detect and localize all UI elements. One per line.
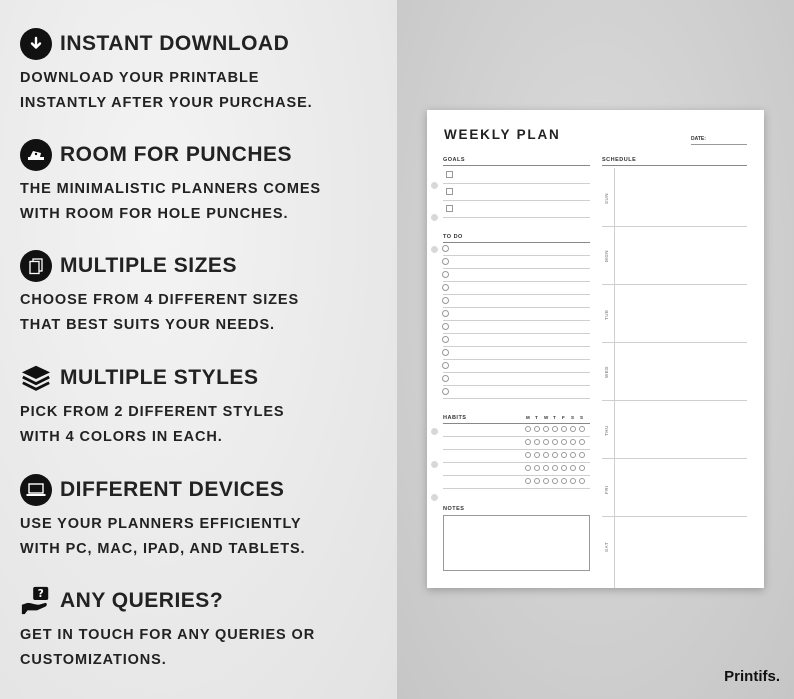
- habit-circle: [570, 478, 576, 484]
- goal-line: [443, 200, 590, 201]
- habit-circle: [570, 452, 576, 458]
- todo-line: [443, 359, 590, 360]
- feature-description-line: THE MINIMALISTIC PLANNERS COMES: [20, 181, 321, 197]
- date-field: DATE:: [691, 136, 747, 145]
- punch-hole: [431, 428, 438, 435]
- habit-circle: [561, 452, 567, 458]
- todo-circle: [442, 336, 449, 343]
- feature-description-line: THAT BEST SUITS YOUR NEEDS.: [20, 317, 275, 333]
- schedule-divider: [614, 168, 615, 588]
- todo-line: [443, 294, 590, 295]
- laptop-icon: [20, 474, 52, 506]
- habit-day-header: T: [553, 415, 556, 420]
- todo-circle: [442, 284, 449, 291]
- habit-circle: [534, 465, 540, 471]
- punch-hole: [431, 214, 438, 221]
- schedule-day-label: MON: [604, 250, 609, 262]
- habit-circle: [579, 478, 585, 484]
- todo-line: [443, 255, 590, 256]
- feature-description: [20, 623, 315, 673]
- habit-circle: [561, 465, 567, 471]
- habit-circle: [552, 439, 558, 445]
- punch-hole: [431, 461, 438, 468]
- habit-circle: [579, 439, 585, 445]
- habit-circle: [525, 465, 531, 471]
- feature-description-line: CHOOSE FROM 4 DIFFERENT SIZES: [20, 292, 300, 308]
- notes-box: [443, 515, 590, 571]
- todo-circle: [442, 375, 449, 382]
- weekly-planner-page: [427, 110, 764, 588]
- todo-circle: [442, 271, 449, 278]
- schedule-day-line: [602, 284, 747, 285]
- schedule-day-label: WED: [604, 366, 609, 378]
- habit-line: [443, 436, 590, 437]
- todo-line: [443, 268, 590, 269]
- habit-line: [443, 462, 590, 463]
- habit-circle: [543, 452, 549, 458]
- habit-circle: [534, 439, 540, 445]
- todo-circle: [442, 349, 449, 356]
- habit-day-header: W: [544, 415, 549, 420]
- feature-multiple-sizes: [20, 250, 299, 338]
- feature-description-line: PICK FROM 2 DIFFERENT STYLES: [20, 404, 285, 420]
- goal-checkbox: [446, 188, 453, 195]
- schedule-day-label: TUE: [604, 309, 609, 320]
- feature-description: [20, 288, 299, 338]
- feature-description-line: INSTANTLY AFTER YOUR PURCHASE.: [20, 95, 313, 111]
- habit-circle: [552, 465, 558, 471]
- feature-description-line: WITH PC, MAC, IPAD, AND TABLETS.: [20, 541, 306, 557]
- pages-icon: [20, 250, 52, 282]
- todo-line: [443, 281, 590, 282]
- feature-description: [20, 512, 306, 562]
- todo-circle: [442, 388, 449, 395]
- todo-line: [443, 385, 590, 386]
- punch-hole: [431, 246, 438, 253]
- todo-label: TO DO: [443, 234, 590, 243]
- goal-checkbox: [446, 171, 453, 178]
- habit-circle: [543, 439, 549, 445]
- schedule-day-line: [602, 458, 747, 459]
- feature-multiple-styles: [20, 362, 284, 450]
- todo-line: [443, 307, 590, 308]
- habit-circle: [525, 426, 531, 432]
- schedule-day-line: [602, 400, 747, 401]
- feature-title: INSTANT DOWNLOAD: [60, 32, 290, 55]
- habit-circle: [534, 426, 540, 432]
- habit-circle: [525, 478, 531, 484]
- feature-description-line: WITH ROOM FOR HOLE PUNCHES.: [20, 206, 289, 222]
- habit-circle: [534, 452, 540, 458]
- habit-circle: [561, 478, 567, 484]
- habit-circle: [579, 426, 585, 432]
- habit-day-header: M: [526, 415, 530, 420]
- schedule-day-line: [602, 516, 747, 517]
- schedule-day-label: SUN: [604, 192, 609, 204]
- hole-punch-icon: [20, 139, 52, 171]
- todo-line: [443, 398, 590, 399]
- feature-any-queries: [20, 585, 315, 673]
- layers-icon: [20, 362, 52, 394]
- feature-description: [20, 177, 321, 227]
- schedule-day-label: FRI: [604, 485, 609, 494]
- habit-circle: [552, 478, 558, 484]
- feature-description-line: WITH 4 COLORS IN EACH.: [20, 429, 223, 445]
- schedule-day-line: [602, 342, 747, 343]
- feature-different-devices: [20, 474, 306, 562]
- habit-circle: [561, 439, 567, 445]
- todo-line: [443, 346, 590, 347]
- habit-line: [443, 449, 590, 450]
- planner-title: WEEKLY PLAN: [444, 127, 561, 142]
- schedule-day-label: THU: [604, 425, 609, 436]
- habit-circle: [552, 426, 558, 432]
- feature-title: MULTIPLE SIZES: [60, 254, 237, 277]
- goal-checkbox: [446, 205, 453, 212]
- punch-hole: [431, 494, 438, 501]
- habit-day-header: S: [571, 415, 575, 420]
- habit-circle: [552, 452, 558, 458]
- feature-description-line: USE YOUR PLANNERS EFFICIENTLY: [20, 516, 302, 532]
- habit-circle: [543, 426, 549, 432]
- todo-circle: [442, 297, 449, 304]
- brand-logo: Printifs.: [724, 668, 780, 685]
- feature-description: [20, 400, 284, 450]
- habit-circle: [570, 465, 576, 471]
- habit-circle: [525, 452, 531, 458]
- goal-line: [443, 183, 590, 184]
- habit-line: [443, 488, 590, 489]
- goals-label: GOALS: [443, 157, 590, 166]
- habit-circle: [570, 426, 576, 432]
- todo-circle: [442, 310, 449, 317]
- feature-title: ANY QUERIES?: [60, 589, 224, 612]
- feature-description: [20, 66, 313, 116]
- habit-day-header: F: [562, 415, 565, 420]
- todo-circle: [442, 323, 449, 330]
- habit-day-header: T: [535, 415, 538, 420]
- schedule-day-line: [602, 226, 747, 227]
- habit-circle: [579, 452, 585, 458]
- habit-circle: [561, 426, 567, 432]
- habit-circle: [534, 478, 540, 484]
- habit-day-header: S: [580, 415, 584, 420]
- habit-circle: [570, 439, 576, 445]
- feature-title: ROOM FOR PUNCHES: [60, 143, 293, 166]
- habit-circle: [525, 439, 531, 445]
- todo-line: [443, 372, 590, 373]
- todo-circle: [442, 245, 449, 252]
- habit-line: [443, 475, 590, 476]
- todo-circle: [442, 258, 449, 265]
- feature-instant-download: [20, 28, 313, 116]
- svg-text:?: ?: [37, 588, 44, 601]
- feature-description-line: CUSTOMIZATIONS.: [20, 652, 167, 668]
- goal-line: [443, 217, 590, 218]
- todo-line: [443, 333, 590, 334]
- feature-description-line: DOWNLOAD YOUR PRINTABLE: [20, 70, 260, 86]
- schedule-label: SCHEDULE: [602, 157, 747, 166]
- feature-description-line: GET IN TOUCH FOR ANY QUERIES OR: [20, 627, 316, 643]
- todo-line: [443, 320, 590, 321]
- habit-circle: [543, 478, 549, 484]
- habit-circle: [543, 465, 549, 471]
- habits-label: HABITS: [443, 415, 590, 424]
- feature-title: DIFFERENT DEVICES: [60, 478, 285, 501]
- notes-label: NOTES: [443, 506, 465, 512]
- feature-room-for-punches: [20, 139, 321, 227]
- download-icon: [20, 28, 52, 60]
- habit-circle: [579, 465, 585, 471]
- punch-hole: [431, 182, 438, 189]
- todo-circle: [442, 362, 449, 369]
- question-hand-icon: [20, 585, 52, 617]
- schedule-day-label: SAT: [604, 541, 609, 552]
- feature-title: MULTIPLE STYLES: [60, 366, 259, 389]
